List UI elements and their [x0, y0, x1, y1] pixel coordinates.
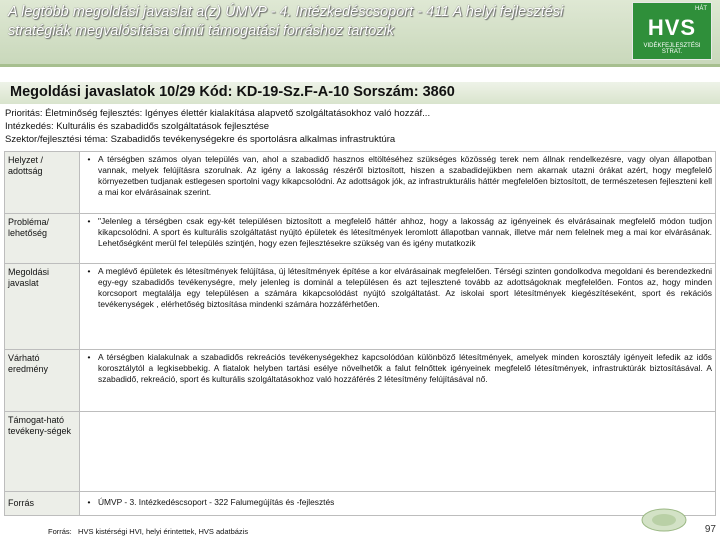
row-content — [80, 412, 716, 492]
row-text: "Jelenleg a térségben csak egy-két településen biztosított a megfelelő háttér ahhoz, hogy a lakosság az igényeinek és elvárásainak megfelelő módon tudjon kikapcsolódni. A sport és kulturális szolgáltatást nyújtó épületek és létesítmények leromlott állapotban vannak, illetve már nem felelnek meg a mai kor elvárásának. Lehetőségként merül fel település szintjén, hogy ezen fejlesztésekre szükség van és igény mutatkozik — [98, 216, 712, 248]
row-content — [80, 214, 716, 264]
section-title: Megoldási javaslatok 10/29 Kód: KD-19-Sz.F-A-10 Sorszám: 3860 — [10, 84, 455, 100]
hvs-logo — [632, 2, 712, 60]
table-row — [5, 412, 716, 492]
bullet-icon: • — [87, 352, 91, 362]
row-label: Forrás — [5, 492, 80, 516]
source-label: Forrás: — [48, 527, 72, 536]
table-row — [5, 152, 716, 214]
row-text: ÚMVP - 3. Intézkedéscsoport - 322 Falumegújítás és -fejlesztés — [98, 497, 335, 507]
row-content — [80, 152, 716, 214]
table-row — [5, 492, 716, 516]
section-band — [0, 82, 720, 104]
table-row — [5, 264, 716, 350]
row-label: Támogat-ható tevékeny-ségek — [5, 412, 80, 492]
row-content — [80, 264, 716, 350]
bullet-icon: • — [87, 266, 91, 276]
row-label: Megoldási javaslat — [5, 264, 80, 350]
row-text: A térségben számos olyan település van, ahol a szabadidő hasznos eltöltéséhez szükséges közösség terek nem állnak rendelkezésre, vagy olyan állapotban vannak, melyek felújításra szorulnak. Az igény a lakosság részéről biztosított, hiszen a szabadidejükben nem akarnak utazni órákat azért, hogy megfelelő környezetben tudjanak estlegesen sportolni vagy kikapcsolódni. Az adottságok jók, az infrastrukturális háttér megfelelően biztosított, de természetesen fejleszteni kell a mai kor elvárásainak szerint. — [98, 154, 712, 197]
details-table — [4, 151, 716, 516]
page-title: A legtöbb megoldási javaslat a(z) ÚMVP - 4. Intézkedéscsoport - 411 A helyi fejlesztési stratégiák megvalósítása című támogatási forráshoz tartozik — [8, 4, 564, 39]
row-label: Probléma/ lehetőség — [5, 214, 80, 264]
table-row — [5, 350, 716, 412]
bullet-icon: • — [87, 154, 91, 164]
row-text: A térségben kialakulnak a szabadidős rekreációs tevékenységekhez kapcsolódóan különböző létesítmények, amelyek minden korosztály igényeit lefedik az idős korosztálytól a legkisebbekig. A fiatalok helyben tartási esélye növelhetők a falut felnőttek igényeinek megfelelő létesítmények, infrastruktúrák biztosításával. A szabadidő, rekreáció, sport és kulturális szolgáltatásokhoz való hozzáférés 2 létesítmény felújításával nő. — [98, 352, 712, 384]
logo-top-text: HÁT — [695, 6, 707, 12]
row-content — [80, 350, 716, 412]
header-divider — [0, 64, 720, 67]
row-content — [80, 492, 716, 516]
measure-line: Intézkedés: Kulturális és szabadidős szolgáltatások fejlesztése — [5, 121, 270, 132]
row-text: A meglévő épületek és létesítmények felújítása, új létesítmények építése a kor elvárásainak megfelelően. Térségi szinten gondolkodva megoldani és berendezkedni egy-egy szabadidős tevékenységre, mely jelenleg is dominál a településen és azt tejlesztené tovább az adottságoknak megfelelően. Fontos az, hogy minden korcsoport megtalálja egy településen a számára kikapcsolódást nyújtó szolgáltatást. Az iskolai sport létesítmények kiegészítéseként, sport és rekációs tevékenységek , elérhetőség biztosítása mindenki számára hozzáférhetően. — [98, 266, 712, 309]
source-text: HVS kistérségi HVI, helyi érintettek, HVS adatbázis — [78, 527, 249, 536]
row-label: Várható eredmény — [5, 350, 80, 412]
logo-text: HVS — [647, 15, 697, 40]
footer-source — [48, 527, 248, 536]
bullet-icon: • — [87, 216, 91, 226]
priority-line: Prioritás: Életminőség fejlesztés: Igényes élettér kialakítása alapvető szolgáltatásokhoz való hozzáf... — [5, 108, 431, 119]
table-row — [5, 214, 716, 264]
row-label: Helyzet / adottság — [5, 152, 80, 214]
page-number: 97 — [704, 524, 716, 535]
logo-subtext: VIDÉKFEJLESZTÉSI STRAT. — [643, 43, 701, 55]
header-banner — [0, 0, 720, 64]
bullet-icon: • — [87, 497, 91, 507]
corner-logo-icon — [640, 506, 688, 534]
sector-line: Szektor/fejlesztési téma: Szabadidős tevékenységekre és sportolásra alkalmas infrastruktúra — [5, 134, 396, 145]
